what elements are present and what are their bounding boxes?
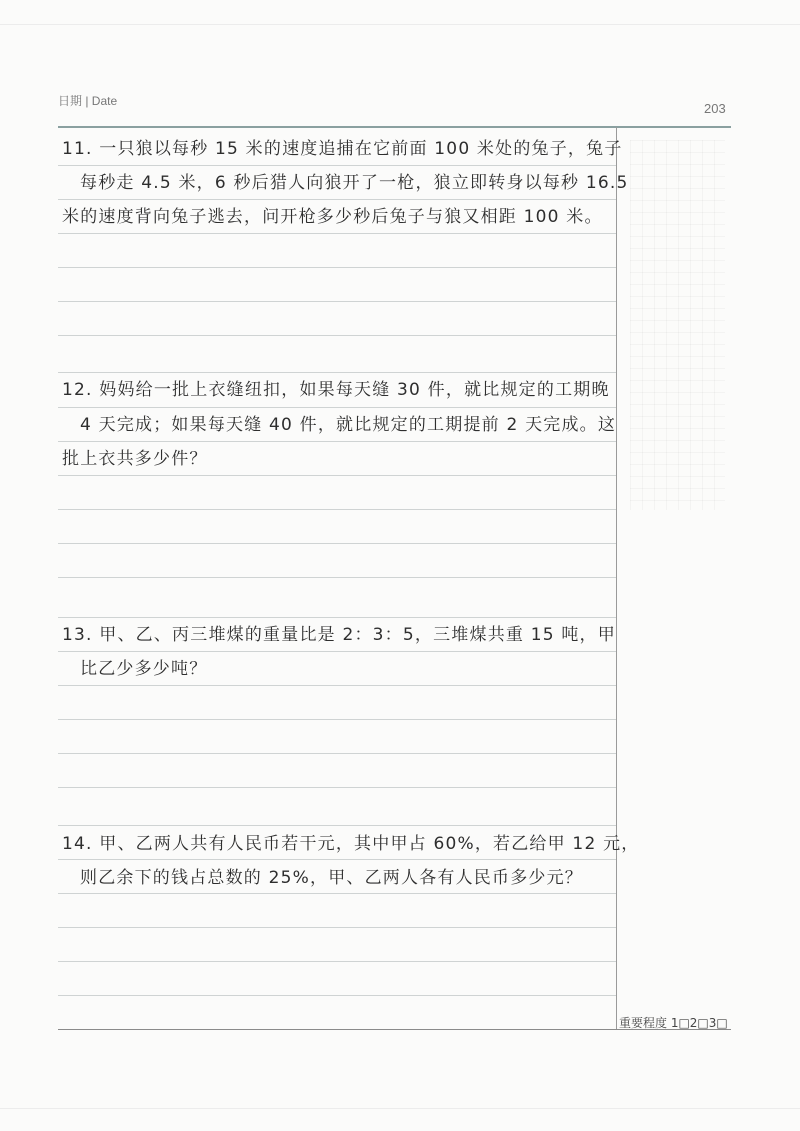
ruled-line [58, 165, 616, 166]
question-14-line-1: 14. 甲、乙两人共有人民币若干元，其中甲占 60%，若乙给甲 12 元， [62, 834, 640, 854]
date-label: 日期 | Date [58, 94, 118, 108]
ruled-line [58, 335, 616, 336]
ruled-line [58, 787, 616, 788]
ruled-line [58, 301, 616, 302]
top-rule [58, 126, 731, 128]
question-12-line-3: 批上衣共多少件？ [62, 449, 208, 469]
importance-rating: 重要程度 1□2□3□ [619, 1016, 728, 1030]
ruled-line [58, 825, 616, 826]
question-12-line-1: 12. 妈妈给一批上衣缝纽扣，如果每天缝 30 件，就比规定的工期晚 [62, 380, 610, 400]
ruled-line [58, 267, 616, 268]
question-13-line-1: 13. 甲、乙、丙三堆煤的重量比是 2：3：5，三堆煤共重 15 吨，甲 [62, 625, 616, 645]
ruled-line [58, 753, 616, 754]
page-edge-bottom [0, 1108, 800, 1109]
ruled-line [58, 961, 616, 962]
ruled-line [58, 509, 616, 510]
ruled-line [58, 995, 616, 996]
question-11-line-1: 11. 一只狼以每秒 15 米的速度追捕在它前面 100 米处的兔子，兔子 [62, 139, 623, 159]
ruled-line [58, 893, 616, 894]
ruled-line [58, 685, 616, 686]
ruled-line [58, 651, 616, 652]
ruled-line [58, 475, 616, 476]
ruled-line [58, 927, 616, 928]
ruled-line [58, 372, 616, 373]
ruled-line [58, 441, 616, 442]
ruled-line [58, 543, 616, 544]
ruled-line [58, 199, 616, 200]
question-13-line-2: 比乙少多少吨？ [80, 659, 208, 679]
question-11-line-2: 每秒走 4.5 米，6 秒后猎人向狼开了一枪，狼立即转身以每秒 16.5 [80, 173, 629, 193]
ruled-line [58, 233, 616, 234]
ruled-line [58, 577, 616, 578]
ruled-line [58, 719, 616, 720]
question-14-line-2: 则乙余下的钱占总数的 25%，甲、乙两人各有人民币多少元？ [80, 868, 583, 888]
page-edge-top [0, 24, 800, 25]
ruled-line [58, 617, 616, 618]
question-12-line-2: 4 天完成；如果每天缝 40 件，就比规定的工期提前 2 天完成。这 [80, 415, 617, 435]
page-number: 203 [704, 101, 726, 116]
question-11-line-3: 米的速度背向兔子逃去，问开枪多少秒后兔子与狼又相距 100 米。 [62, 207, 603, 227]
margin-grid [630, 140, 725, 510]
ruled-line [58, 859, 616, 860]
margin-line [616, 127, 617, 1029]
ruled-line [58, 407, 616, 408]
